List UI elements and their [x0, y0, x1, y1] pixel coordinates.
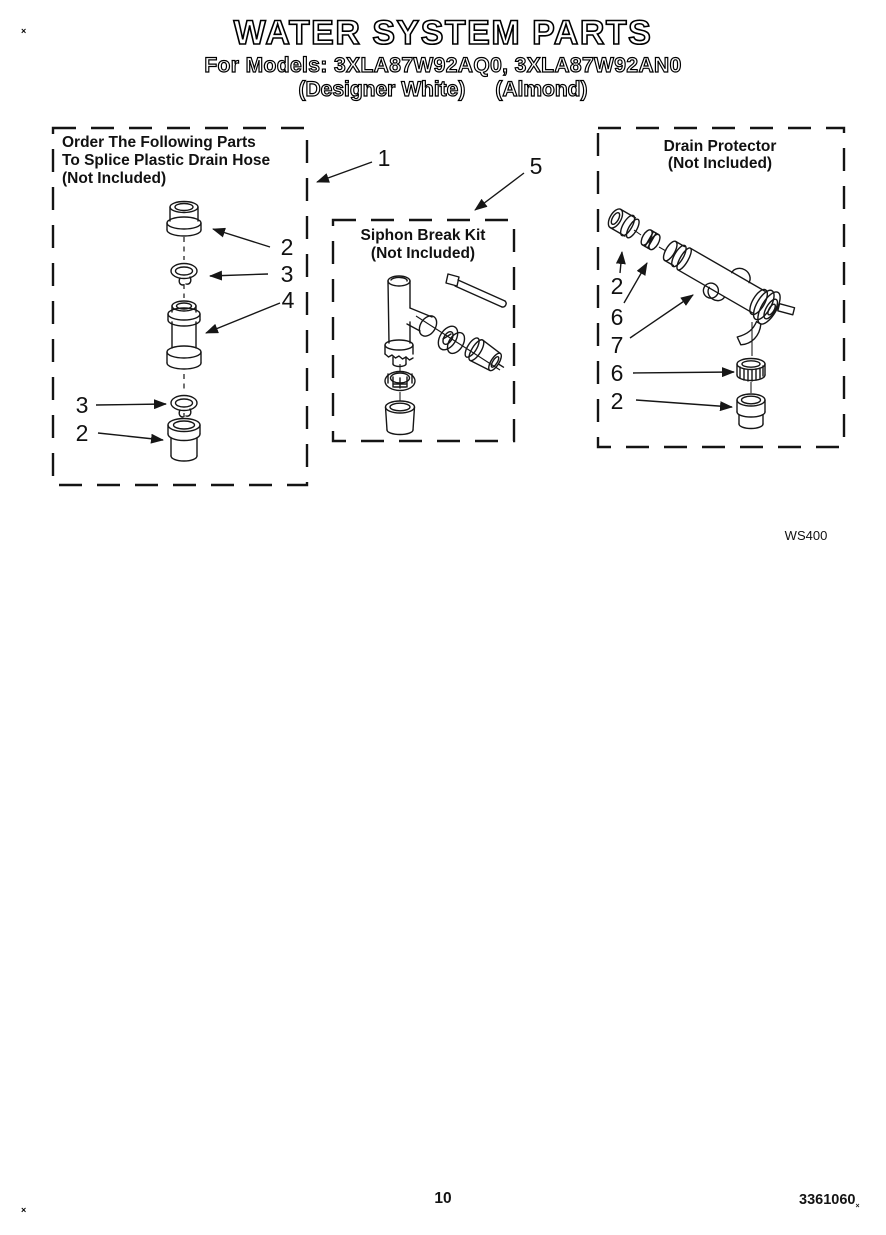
callout-arrow — [317, 162, 372, 182]
siphon-washer-drawing — [434, 323, 468, 357]
splice-hose-coupling-bottom-drawing — [168, 419, 200, 462]
drain-protector-body-drawing — [643, 231, 800, 360]
callout-7-drain-body: 7 — [610, 332, 624, 358]
registration-mark: × — [21, 26, 27, 36]
splice-box-title-line2: To Splice Plastic Drain Hose — [62, 152, 271, 169]
callout-arrow — [98, 433, 163, 440]
callout-arrow — [96, 404, 166, 405]
siphon-box-title-line2: (Not Included) — [370, 245, 476, 262]
callout-arrow — [620, 252, 622, 273]
splice-box-title-line3: (Not Included) — [62, 170, 167, 187]
drain-coupling-drawing — [605, 206, 642, 241]
splice-coupler-drawing — [167, 301, 201, 369]
callout-arrow — [210, 274, 268, 276]
callout-arrow — [213, 229, 270, 247]
color-designer-white: (Designer White) — [298, 77, 466, 101]
models-line: For Models: 3XLA87W92AQ0, 3XLA87W92AN0 — [204, 53, 682, 77]
siphon-cable-tie-drawing — [446, 274, 506, 307]
drain-box-title-line1: Drain Protector — [663, 138, 777, 155]
callout-3-splice-lower: 3 — [75, 392, 89, 418]
callout-4-splice-coupler: 4 — [281, 287, 295, 313]
callout-arrow — [633, 372, 734, 373]
registration-mark: × — [855, 1203, 860, 1210]
drain-box-border — [598, 128, 844, 447]
document-number — [799, 1192, 860, 1210]
callout-2-splice-top: 2 — [280, 234, 294, 260]
drain-nut-drawing — [639, 228, 662, 251]
callout-arrow — [475, 173, 524, 210]
drain-cup-drawing — [737, 394, 765, 429]
callout-1-drain-hose: 1 — [377, 145, 391, 171]
registration-mark: × — [21, 1205, 27, 1215]
splice-clamp-upper-drawing — [171, 264, 197, 286]
callout-2-drain-cup: 2 — [610, 388, 624, 414]
callout-6-drain-clamp: 6 — [610, 360, 624, 386]
callout-arrow — [206, 303, 280, 333]
splice-box-title-line1: Order The Following Parts — [62, 134, 256, 151]
drain-clamp-drawing — [737, 359, 765, 382]
callout-arrow — [624, 263, 647, 303]
page-title: WATER SYSTEM PARTS — [233, 14, 653, 52]
drain-box-title-line2: (Not Included) — [667, 155, 773, 172]
water-system-parts-diagram — [0, 0, 886, 560]
siphon-connector-drawing — [462, 335, 510, 377]
callout-2-drain-coupling: 2 — [610, 273, 624, 299]
callout-5-siphon-kit: 5 — [529, 153, 543, 179]
siphon-cup-drawing — [386, 401, 415, 435]
siphon-clamp-drawing — [385, 372, 415, 391]
callout-arrow — [630, 295, 693, 338]
callout-2-splice-bottom: 2 — [75, 420, 89, 446]
callout-3-splice-upper: 3 — [280, 261, 294, 287]
siphon-box-title-line1: Siphon Break Kit — [360, 227, 486, 244]
siphon-standpipe-drawing — [385, 276, 440, 367]
callout-arrow — [636, 400, 732, 407]
document-number-value: 3361060 — [799, 1192, 856, 1208]
color-almond: (Almond) — [495, 77, 588, 101]
callout-6-drain-nut: 6 — [610, 304, 624, 330]
diagram-code: WS400 — [784, 528, 828, 543]
page-number: 10 — [434, 1190, 452, 1207]
splice-hose-coupling-top-drawing — [167, 202, 201, 237]
